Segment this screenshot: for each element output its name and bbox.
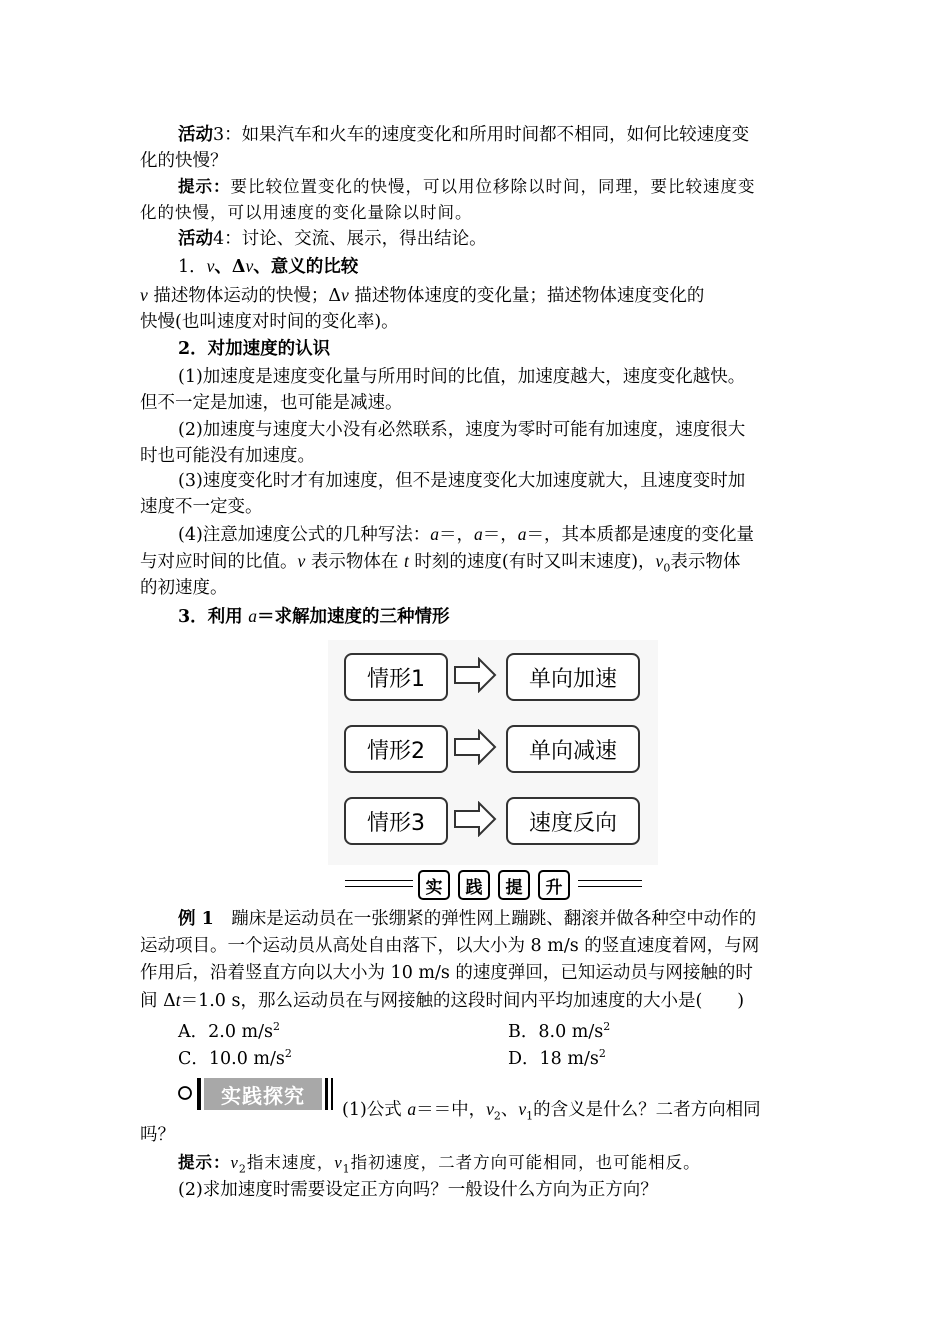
para-4-cont2: 的初速度。 (140, 578, 228, 598)
result-1-box: 单向加速 (506, 653, 640, 701)
practice-q1: (1)公式 a＝＝中，$v_2$、$v_1$的含义是什么？二者方向相同 (342, 1099, 761, 1123)
practice-tag: 实践探究 (204, 1078, 322, 1110)
activity3-cont: 化的快慢？ (140, 151, 228, 171)
banner-char-2: 践 (458, 870, 490, 900)
banner-right-line (578, 880, 642, 887)
hint1-line: 提示：要比较位置变化的快慢，可以用位移除以时间，同理，要比较速度变 (178, 177, 756, 196)
tag-bar-left (197, 1078, 201, 1110)
tag-bar-right-2 (331, 1078, 333, 1110)
section1-title: 1．v、Δv、意义的比较 (178, 256, 359, 277)
arrow-right-icon (453, 657, 498, 693)
circle-bullet-icon (177, 1085, 193, 1101)
practice-q2: (2)求加速度时需要设定正方向吗？一般设什么方向为正方向？ (178, 1180, 658, 1200)
option-a[interactable]: A．2.0 $m/s^2$ (178, 1020, 281, 1042)
banner-char-1: 实 (418, 870, 450, 900)
banner-char-4: 升 (538, 870, 570, 900)
hint2-line: 提示：$v_2$指末速度，$v_1$指初速度，二者方向可能相同，也可能相反。 (178, 1153, 701, 1176)
para-2: (2)加速度与速度大小没有必然联系，速度为零时可能有加速度，速度很大 (178, 420, 746, 440)
case-2-box: 情形2 (344, 725, 448, 773)
banner-char-3: 提 (498, 870, 530, 900)
para-3-cont: 速度不一定变。 (140, 497, 263, 517)
para-3: (3)速度变化时才有加速度，但不是速度变化大加速度就大，且速度变时加 (178, 471, 746, 491)
section1-body-cont: 快慢(也叫速度对时间的变化率)。 (140, 312, 399, 332)
example-line-1: 例 1 蹦床是运动员在一张绷紧的弹性网上蹦跳、翻滚并做各种空中动作的 (178, 909, 757, 929)
arrow-right-icon (453, 801, 498, 837)
example-line-4: 间 Δt＝1.0 s，那么运动员在与网接触的这段时间内平均加速度的大小是( ) (140, 990, 745, 1011)
option-b[interactable]: B．8.0 $m/s^2$ (508, 1020, 611, 1042)
hint1-cont: 化的快慢，可以用速度的变化量除以时间。 (140, 203, 473, 222)
case-3-box: 情形3 (344, 797, 448, 845)
result-2-box: 单向减速 (506, 725, 640, 773)
result-3-box: 速度反向 (506, 797, 640, 845)
section3-title: 3．利用 a＝求解加速度的三种情形 (178, 606, 450, 627)
banner-left-line (345, 880, 413, 887)
para-2-cont: 时也可能没有加速度。 (140, 446, 315, 466)
section1-body: v 描述物体运动的快慢；Δv 描述物体速度的变化量；描述物体速度变化的 (140, 285, 705, 306)
activity3-line: 活动3：如果汽车和火车的速度变化和所用时间都不相同，如何比较速度变 (178, 125, 750, 145)
activity4-line: 活动4：讨论、交流、展示，得出结论。 (178, 229, 487, 249)
case-1-box: 情形1 (344, 653, 448, 701)
example-line-2: 运动项目。一个运动员从高处自由落下，以大小为 8 m/s 的竖直速度着网，与网 (140, 936, 760, 956)
arrow-right-icon (453, 729, 498, 765)
para-1-cont: 但不一定是加速，也可能是减速。 (140, 393, 403, 413)
para-4-cont: 与对应时间的比值。v 表示物体在 t 时刻的速度(有时又叫末速度)，$v_0$表示物体 (140, 551, 741, 575)
option-c[interactable]: C．10.0 $m/s^2$ (178, 1047, 292, 1069)
section2-title: 2．对加速度的认识 (178, 339, 331, 359)
example-line-3: 作用后，沿着竖直方向以大小为 10 m/s 的速度弹回，已知运动员与网接触的时 (140, 963, 753, 983)
option-d[interactable]: D．18 $m/s^2$ (508, 1047, 606, 1069)
tag-bar-right (325, 1078, 328, 1110)
practice-q1-cont: 吗？ (140, 1125, 175, 1145)
cases-diagram (328, 640, 658, 865)
para-4: (4)注意加速度公式的几种写法：a＝，a＝，a＝，其本质都是速度的变化量 (178, 524, 755, 545)
para-1: (1)加速度是速度变化量与所用时间的比值，加速度越大，速度变化越快。 (178, 367, 746, 387)
